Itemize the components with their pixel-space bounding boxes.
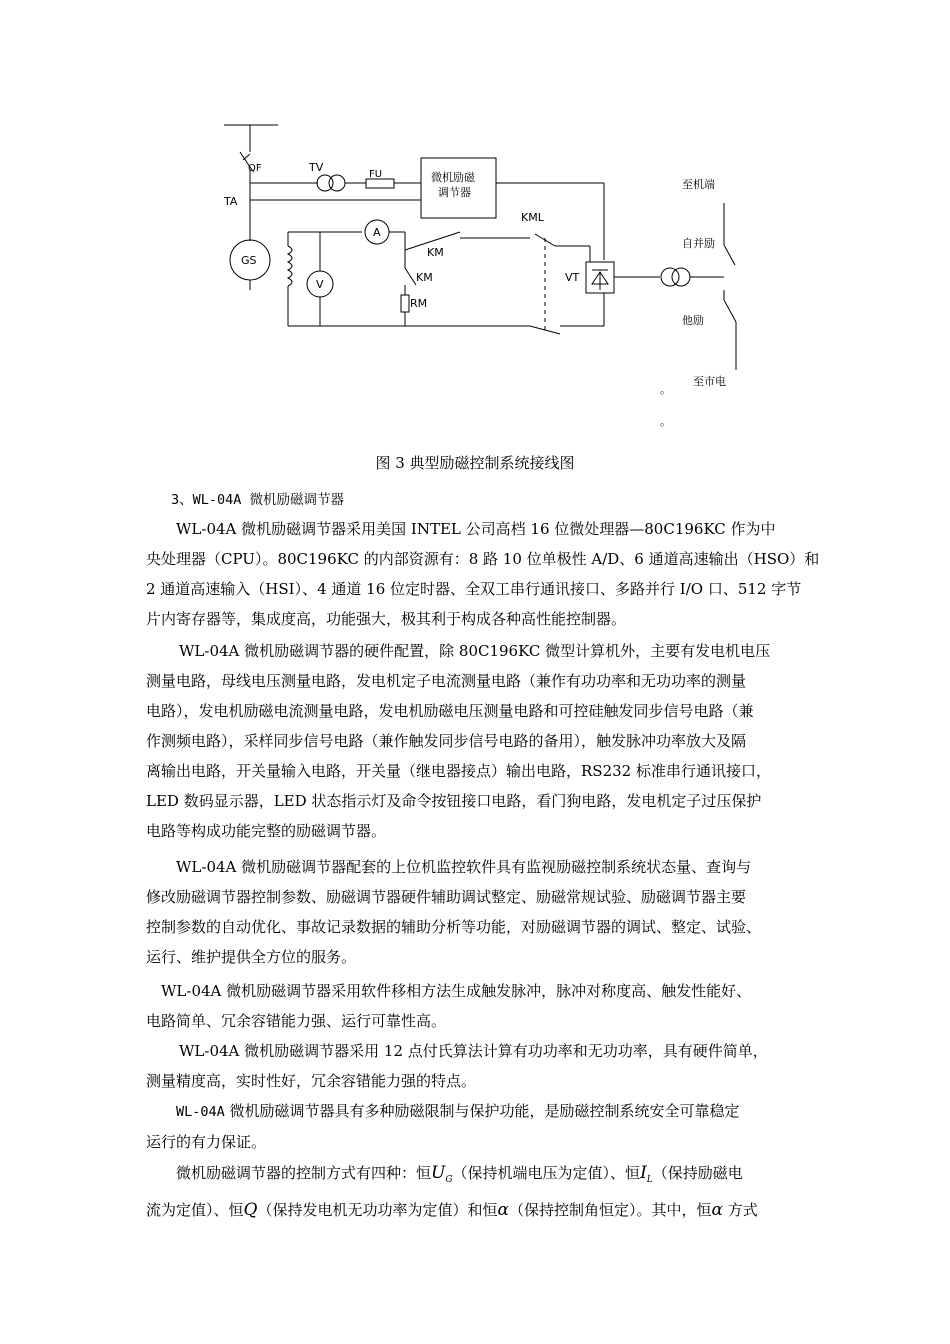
mark-2: 。 bbox=[660, 415, 671, 428]
ammeter-label: A bbox=[373, 226, 381, 239]
separate-excitation-label: 他励 bbox=[682, 314, 704, 327]
text-line: 修改励磁调节器控制参数、励磁调节器硬件辅助调试整定、励磁常规试验、励磁调节器主要 bbox=[146, 888, 747, 906]
text-line: 2 通道高速输入（HSI）、4 通道 16 位定时器、全双工串行通讯接口、多路并行 I/O 口、512 字节 bbox=[146, 580, 802, 598]
text-line: 央处理器（CPU）。80C196KC 的内部资源有：8 路 10 位单极性 A/D、6 通道高速输出（HSO）和 bbox=[146, 550, 820, 568]
text-line: 运行、维护提供全方位的服务。 bbox=[146, 948, 357, 966]
text-line: 测量电路，母线电压测量电路，发电机定子电流测量电路（兼作有功功率和无功功率的测量 bbox=[146, 672, 747, 690]
vt-label: VT bbox=[565, 271, 580, 284]
figure-caption: 图 3 典型励磁控制系统接线图 bbox=[375, 454, 575, 472]
text-line: WL-04A 微机励磁调节器采用 12 点付氏算法计算有功功率和无功功率，具有硬件简单， bbox=[179, 1042, 768, 1060]
text-segment: （保持励磁电 bbox=[652, 1164, 743, 1182]
paragraph-software bbox=[146, 852, 814, 972]
text-line bbox=[146, 1096, 814, 1127]
text-line bbox=[146, 1158, 814, 1195]
text-line: WL-04A 微机励磁调节器的硬件配置，除 80C196KC 微型计算机外，主要有发电机电压 bbox=[179, 642, 771, 660]
mark-1: 。 bbox=[660, 383, 671, 396]
text-line: 测量精度高，实时性好，冗余容错能力强的特点。 bbox=[146, 1072, 477, 1090]
text-line: 电路等构成功能完整的励磁调节器。 bbox=[146, 822, 387, 840]
self-shunt-label: 自并励 bbox=[682, 237, 715, 250]
model-name: WL-04A bbox=[176, 1104, 225, 1120]
section-title: 3、WL-04A 微机励磁调节器 bbox=[171, 492, 345, 508]
text-segment: 方式 bbox=[722, 1201, 758, 1219]
to-grid-label: 至市电 bbox=[693, 375, 726, 388]
text-line: LED 数码显示器，LED 状态指示灯及命令按钮接口电路，看门狗电路，发电机定子过压保护 bbox=[146, 792, 762, 810]
km-label-vertical: KM bbox=[416, 271, 433, 284]
ta-label: TA bbox=[224, 195, 238, 208]
text-segment: 微机励磁调节器具有多种励磁限制与保护功能，是励磁控制系统安全可靠稳定 bbox=[224, 1102, 740, 1120]
paragraph-protection bbox=[146, 1096, 814, 1157]
tv-label: TV bbox=[309, 161, 324, 174]
excitation-wiring-diagram bbox=[0, 0, 950, 440]
symbol-ug: U bbox=[431, 1163, 446, 1183]
fu-label: FU bbox=[369, 169, 383, 180]
paragraph-trigger bbox=[146, 976, 814, 1036]
rm-label: RM bbox=[410, 297, 428, 310]
text-line: 控制参数的自动优化、事故记录数据的辅助分析等功能，对励磁调节器的调试、整定、试验、 bbox=[146, 918, 762, 936]
paragraph-fourier bbox=[146, 1036, 814, 1096]
regulator-label-line2: 调节器 bbox=[438, 186, 471, 199]
symbol-q: Q bbox=[243, 1200, 258, 1220]
text-line: 电路简单、冗余容错能力强、运行可靠性高。 bbox=[146, 1012, 447, 1030]
text-segment: （保持发电机无功功率为定值）和恒 bbox=[257, 1201, 498, 1219]
symbol-il-subscript: L bbox=[646, 1175, 653, 1185]
paragraph-cpu bbox=[146, 514, 820, 634]
text-line bbox=[146, 1195, 814, 1225]
paragraph-control-modes bbox=[146, 1158, 814, 1225]
text-line: 运行的有力保证。 bbox=[146, 1133, 267, 1151]
symbol-alpha: α bbox=[497, 1200, 509, 1220]
text-segment: （保持控制角恒定）。其中，恒 bbox=[508, 1201, 712, 1219]
text-segment: 流为定值）、恒 bbox=[146, 1201, 244, 1219]
qf-label: QF bbox=[248, 163, 262, 174]
text-segment: （保持机端电压为定值）、恒 bbox=[452, 1164, 641, 1182]
symbol-ug-subscript: G bbox=[445, 1175, 453, 1185]
text-line: 离输出电路，开关量输入电路，开关量（继电器接点）输出电路，RS232 标准串行通讯接口， bbox=[146, 762, 771, 780]
text-line: 片内寄存器等，集成度高，功能强大，极其利于构成各种高性能控制器。 bbox=[146, 610, 627, 628]
text-line: WL-04A 微机励磁调节器采用美国 INTEL 公司高档 16 位微处理器—80C196KC 作为中 bbox=[176, 520, 776, 538]
paragraph-hardware bbox=[146, 636, 814, 846]
regulator-label-line1: 微机励磁 bbox=[431, 171, 475, 184]
text-line: WL-04A 微机励磁调节器配套的上位机监控软件具有监视励磁控制系统状态量、查询与 bbox=[176, 858, 752, 876]
kml-label: KML bbox=[521, 211, 544, 224]
to-terminal-label: 至机端 bbox=[682, 178, 715, 191]
voltmeter-label: V bbox=[316, 278, 324, 291]
text-line: 电路），发电机励磁电流测量电路，发电机励磁电压测量电路和可控硅触发同步信号电路（兼 bbox=[146, 702, 754, 720]
symbol-alpha: α bbox=[711, 1200, 723, 1220]
text-line: WL-04A 微机励磁调节器采用软件移相方法生成触发脉冲，脉冲对称度高、触发性能好、 bbox=[161, 982, 752, 1000]
gs-label: GS bbox=[241, 254, 257, 267]
km-label-top: KM bbox=[427, 246, 444, 259]
text-line: 作测频电路），采样同步信号电路（兼作触发同步信号电路的备用），触发脉冲功率放大及隔 bbox=[146, 732, 747, 750]
text-segment: 微机励磁调节器的控制方式有四种：恒 bbox=[176, 1164, 432, 1182]
symbol-il: I bbox=[640, 1163, 647, 1183]
